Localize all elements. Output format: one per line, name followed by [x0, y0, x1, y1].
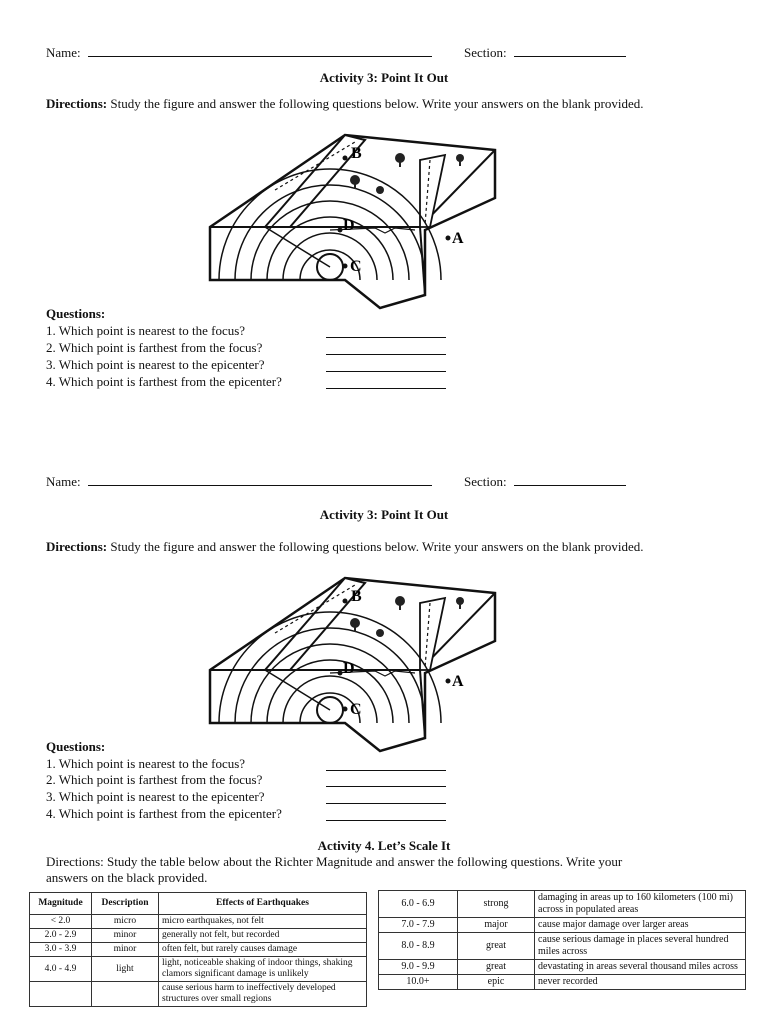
description-cell: micro [92, 915, 159, 929]
table-row [379, 918, 746, 933]
point-d-label: D [343, 217, 355, 234]
question-3b: 3. Which point is nearest to the epicenter? [46, 789, 265, 804]
activity3-title: Activity 3: Point It Out [319, 70, 449, 85]
answer-blank-3[interactable] [326, 371, 446, 372]
name-row-1 [46, 44, 432, 61]
question-2: 2. Which point is farthest from the focus? [46, 340, 263, 355]
section-label: Section: [464, 45, 507, 60]
question-2b: 2. Which point is farthest from the focus? [46, 772, 263, 787]
description-cell: epic [458, 975, 535, 990]
magnitude-cell: 7.0 - 7.9 [379, 918, 458, 933]
effect-cell: devastating in areas several thousand miles across [535, 960, 746, 975]
answer-blank-3b[interactable] [326, 803, 446, 804]
effect-cell: generally not felt, but recorded [159, 929, 367, 943]
description-cell: minor [92, 943, 159, 957]
question-4: 4. Which point is farthest from the epicenter? [46, 374, 282, 389]
magnitude-cell: 4.0 - 4.9 [30, 957, 92, 982]
section-blank[interactable] [514, 473, 626, 486]
questions-label-2: Questions: [46, 739, 106, 754]
directions-1 [46, 96, 643, 112]
directions-label: Directions: [46, 539, 108, 554]
answer-blank-2b[interactable] [326, 786, 446, 787]
magnitude-cell: < 2.0 [30, 915, 92, 929]
answer-blank-1[interactable] [326, 337, 446, 338]
table-row [30, 943, 367, 957]
question-1: 1. Which point is nearest to the focus? [46, 323, 246, 338]
description-cell: strong [458, 891, 535, 918]
effect-cell: cause major damage over larger areas [535, 918, 746, 933]
header-effects: Effects of Earthquakes [159, 893, 367, 915]
point-a-label: A [452, 673, 464, 690]
effect-cell: damaging in areas up to 160 kilometers (100 mi) across in populated areas [535, 891, 746, 918]
effect-cell: cause serious damage in places several hundred miles across [535, 933, 746, 960]
point-c-label: C [350, 701, 362, 718]
directions-2 [46, 539, 643, 555]
directions-label: Directions: [46, 96, 108, 111]
point-a-label: A [452, 230, 464, 247]
richter-table-right [378, 890, 746, 990]
point-d-label: D [343, 660, 355, 677]
activity4-directions-line2: answers on the black provided. [46, 870, 208, 885]
activity4-title: Activity 4. Let’s Scale It [317, 838, 451, 853]
description-cell [92, 982, 159, 1007]
magnitude-cell [30, 982, 92, 1007]
name-blank[interactable] [88, 473, 432, 486]
description-cell: great [458, 960, 535, 975]
section-label: Section: [464, 474, 507, 489]
description-cell: great [458, 933, 535, 960]
point-b-label: B [351, 588, 362, 605]
directions-text: Study the figure and answer the following questions below. Write your answers on the blank provided. [110, 96, 644, 111]
point-b-label: B [351, 145, 362, 162]
table-row [379, 960, 746, 975]
directions-text: Study the figure and answer the following questions below. Write your answers on the blank provided. [110, 539, 644, 554]
table-row [30, 982, 367, 1007]
question-3: 3. Which point is nearest to the epicenter? [46, 357, 265, 372]
effect-cell: light, noticeable shaking of indoor things, shaking clamors significant damage is unlikely [159, 957, 367, 982]
richter-table-left [29, 892, 367, 1007]
question-1b: 1. Which point is nearest to the focus? [46, 756, 246, 771]
activity3-title-2: Activity 3: Point It Out [319, 507, 449, 522]
question-4b: 4. Which point is farthest from the epicenter? [46, 806, 282, 821]
magnitude-cell: 9.0 - 9.9 [379, 960, 458, 975]
name-blank[interactable] [88, 44, 432, 57]
name-label: Name: [46, 45, 81, 60]
table-header-row [30, 893, 367, 915]
magnitude-cell: 8.0 - 8.9 [379, 933, 458, 960]
header-magnitude: Magnitude [30, 893, 92, 915]
earthquake-figure [205, 130, 505, 310]
effect-cell: often felt, but rarely causes damage [159, 943, 367, 957]
table-row [30, 929, 367, 943]
point-c-label: C [350, 258, 362, 275]
header-description: Description [92, 893, 159, 915]
section-blank[interactable] [514, 44, 626, 57]
effect-cell: micro earthquakes, not felt [159, 915, 367, 929]
answer-blank-1b[interactable] [326, 770, 446, 771]
name-label: Name: [46, 474, 81, 489]
description-cell: minor [92, 929, 159, 943]
magnitude-cell: 3.0 - 3.9 [30, 943, 92, 957]
answer-blank-4b[interactable] [326, 820, 446, 821]
earthquake-figure-2 [205, 573, 505, 753]
section-row-1 [464, 44, 626, 61]
answer-blank-4[interactable] [326, 388, 446, 389]
description-cell: major [458, 918, 535, 933]
magnitude-cell: 2.0 - 2.9 [30, 929, 92, 943]
name-row-2 [46, 473, 432, 490]
answer-blank-2[interactable] [326, 354, 446, 355]
effect-cell: cause serious harm to ineffectively developed structures over small regions [159, 982, 367, 1007]
effect-cell: never recorded [535, 975, 746, 990]
table-row [379, 933, 746, 960]
table-row [379, 891, 746, 918]
table-row [30, 957, 367, 982]
table-row [379, 975, 746, 990]
table-row [30, 915, 367, 929]
questions-label: Questions: [46, 306, 106, 321]
activity4-directions-line1: Directions: Study the table below about the Richter Magnitude and answer the following questions. Write your [46, 854, 623, 869]
magnitude-cell: 6.0 - 6.9 [379, 891, 458, 918]
magnitude-cell: 10.0+ [379, 975, 458, 990]
description-cell: light [92, 957, 159, 982]
section-row-2 [464, 473, 626, 490]
